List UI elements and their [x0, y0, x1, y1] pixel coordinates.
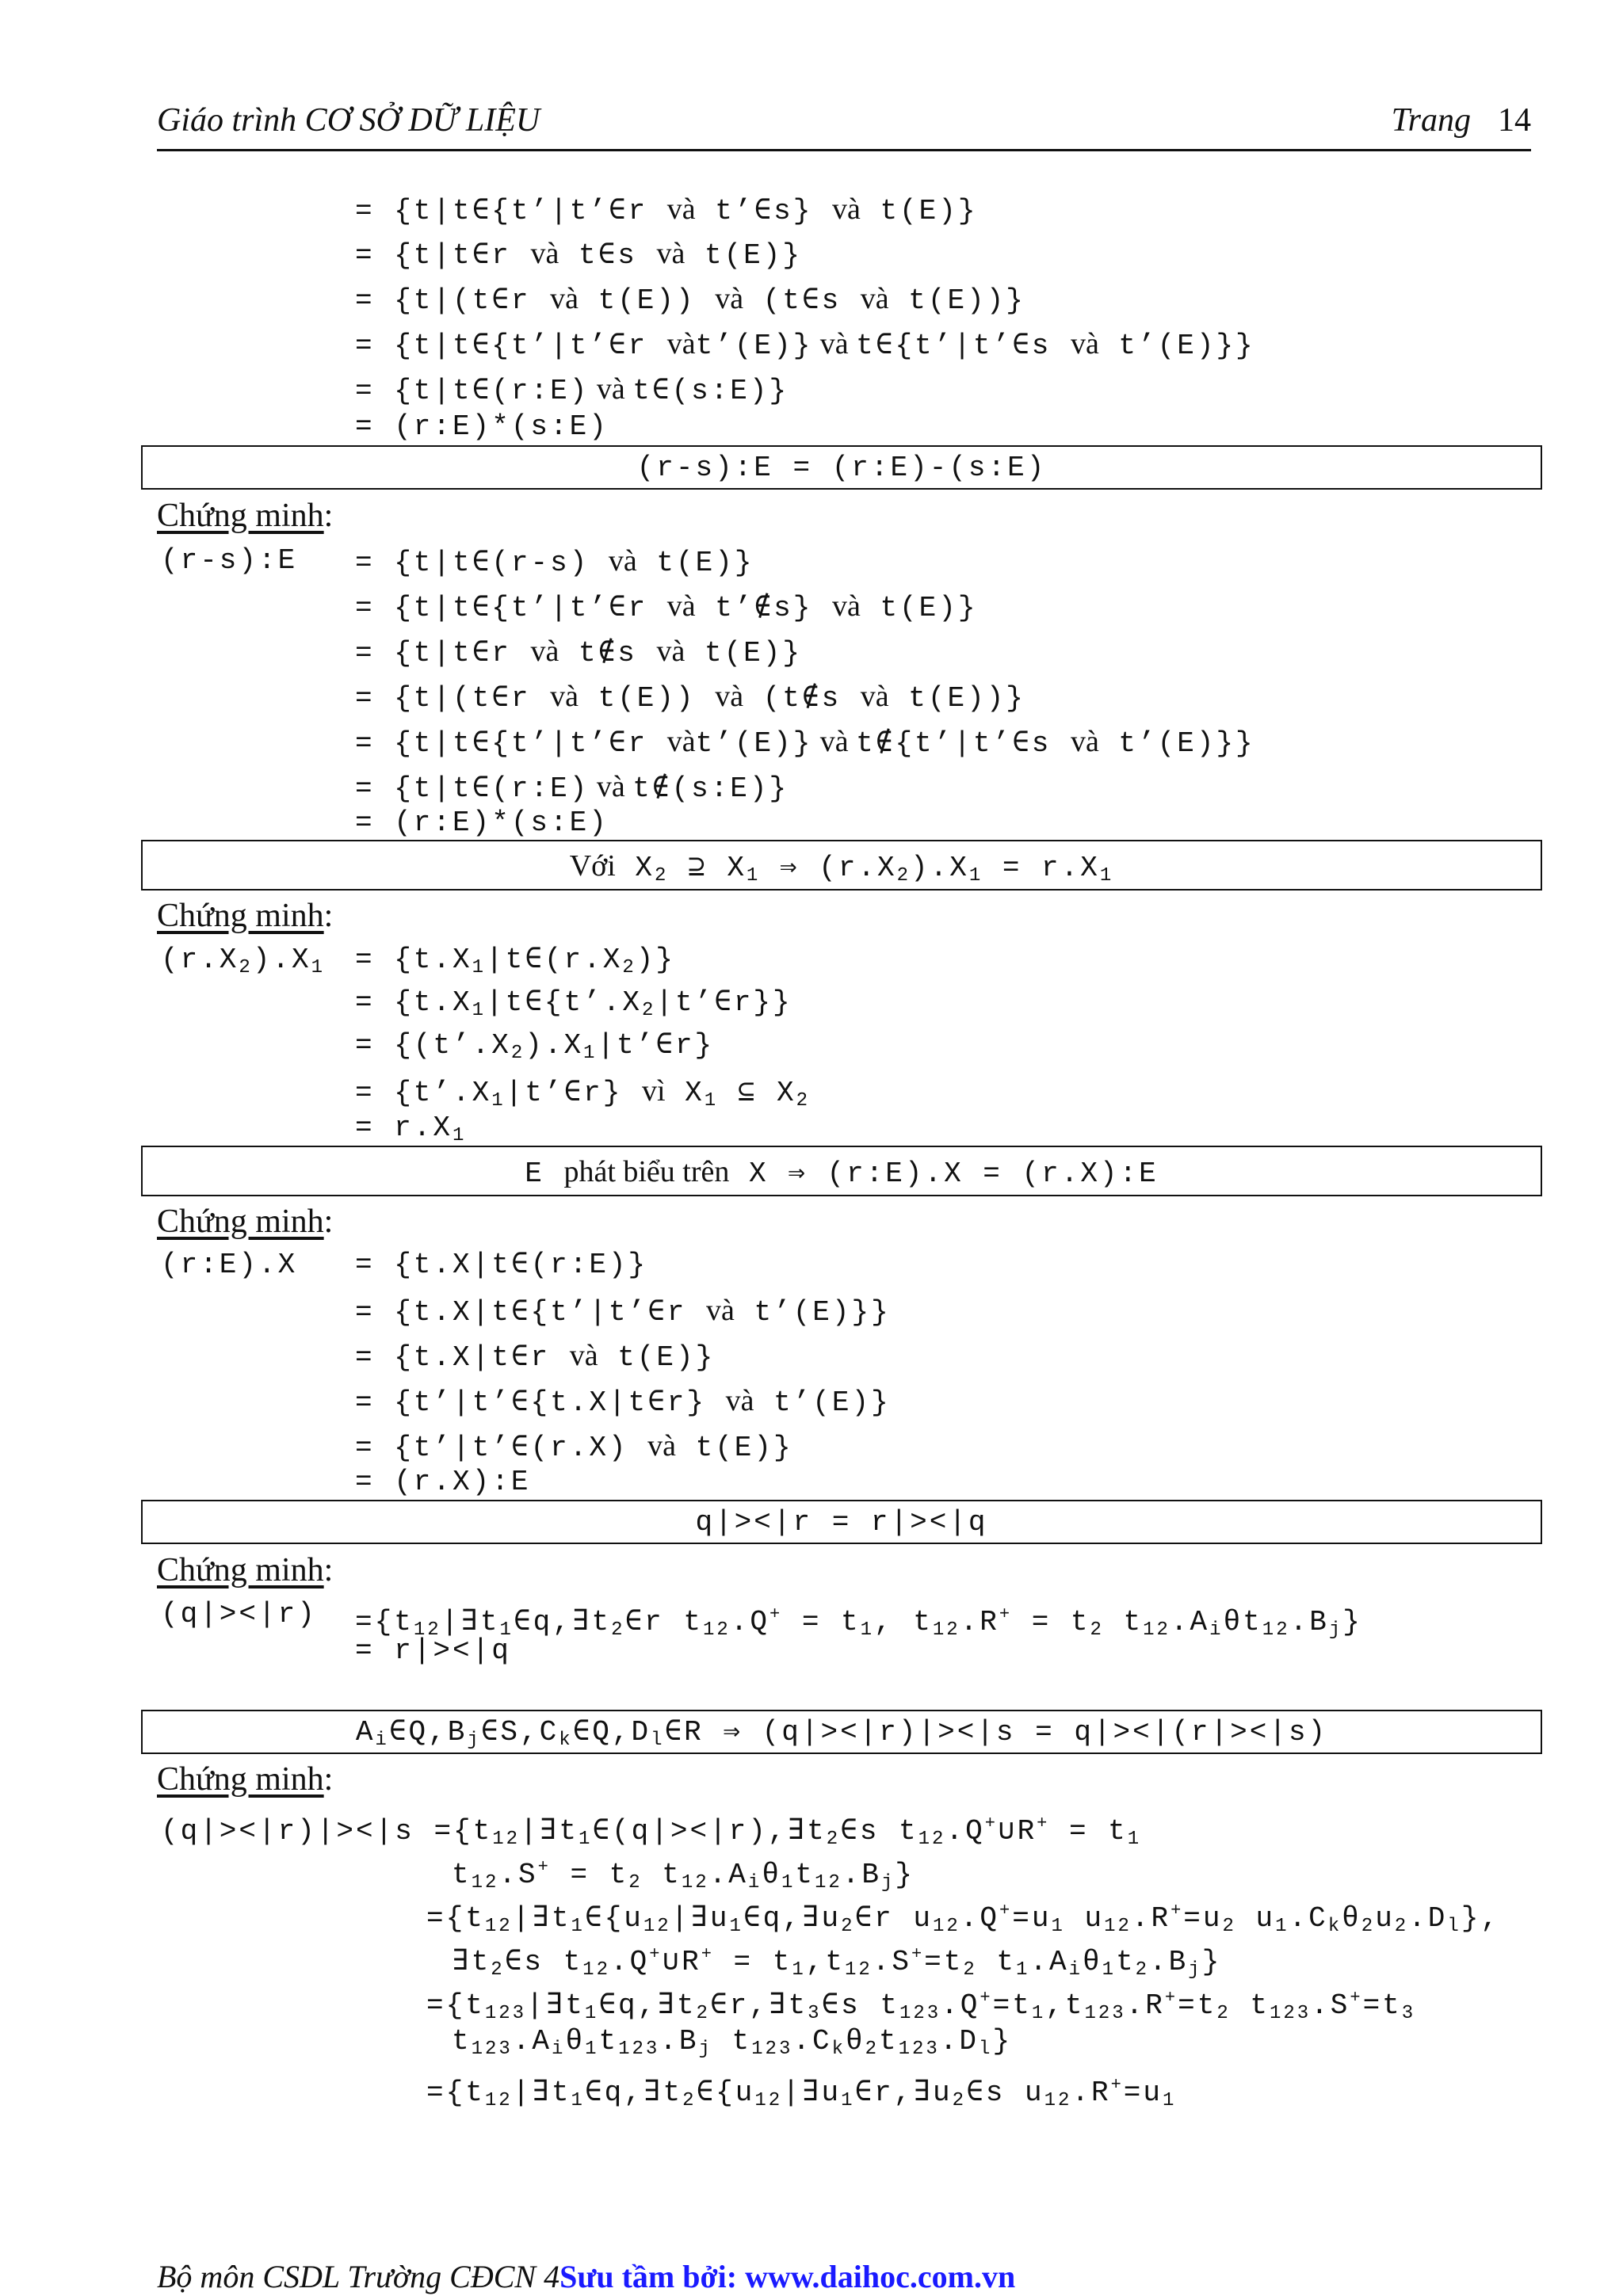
proof-label: Chứng minh:: [157, 498, 334, 534]
eq-line: = {t|t∈(r-s) và t(E)}: [355, 544, 754, 579]
eq-line: = (r:E)*(s:E): [355, 410, 609, 443]
footer-credit-label: Sưu tầm bởi:: [559, 2259, 738, 2294]
eq-line: $=\{t_{12}|\exists t_1\in q,\exists t_2\in\{u_{12}|\exists u_1\in r,\exists u_2\in s$ $u_{12}.R^+=u_1$: [426, 2075, 1177, 2111]
eq-line: = {t’|t’∈{t.X|t∈r} và t’(E)}: [355, 1384, 891, 1419]
eq-line: $t_{12}.S^+ = t_2$ $t_{12}.A_i\theta_1t_{12}.B_j$}: [452, 1857, 915, 1894]
eq-line: = r|><|q: [355, 1634, 511, 1667]
theorem-box: $A_i\in Q,B_j\in S,C_k\in Q,D_l\in R$ ⇒ (q|><|r)|><|s = q|><|(r|><|s): [141, 1710, 1542, 1754]
theorem-box: E phát biểu trên X ⇒ (r:E).X = (r.X):E: [141, 1146, 1542, 1196]
eq-line: = {t|t∈{t’|t’∈r và t’∉s} và t(E)}: [355, 589, 978, 624]
proof-label: Chứng minh:: [157, 1552, 334, 1589]
header-page: [1392, 101, 1531, 139]
eq-line: = $r.X_1$: [355, 1112, 467, 1146]
eq-line: $=\{t_{12}|\exists t_1\in\{u_{12}|\exists u_1\in q,\exists u_2\in r$ $u_{12}.Q^+=u_1$ $u_{12}.R^+=u_2$ $u_1.C_k\theta_2u_2.D_l$},: [426, 1901, 1501, 1937]
proof-label: Chứng minh:: [157, 1761, 334, 1798]
eq-line: = {t|(t∈r và t(E)) và (t∈s và t(E))}: [355, 282, 1025, 317]
eq-line: = {t|(t∈r và t(E)) và (t∉s và t(E))}: [355, 680, 1025, 715]
header-title: Giáo trình CƠ SỞ DỮ LIỆU: [157, 102, 540, 139]
footer-dept: Bộ môn CSDL Trường CĐCN 4: [157, 2259, 560, 2294]
eq-line: $=\{t_{12}|\exists t_1\in q,\exists t_2\in r$ $t_{12}.Q^+ = t_1$, $t_{12}.R^+ = t_2$ $t_{12}.A_i\theta t_{12}.B_j$}: [355, 1604, 1362, 1641]
proof-label: Chứng minh:: [157, 898, 334, 934]
eq-line: $=\{t_{123}|\exists t_1\in q,\exists t_2\in r,\exists t_3\in s$ $t_{123}.Q^+=t_1,t_{123}.R^+=t_2$ $t_{123}.S^+=t_3$: [426, 1988, 1416, 2024]
eq-lhs: (q|><|r): [161, 1598, 317, 1630]
theorem-box: q|><|r = r|><|q: [141, 1500, 1542, 1544]
eq-line: $(q|><|r)|><|s =\{t_{12}|\exists t_1\in(q|><|r),\exists t_2\in s$ $t_{12}.Q^+\cup R^+ = t_1$: [161, 1814, 1142, 1850]
eq-line: = {t|t∈{t’|t’∈r vàt’(E)} và t∉{t’|t’∈s và t’(E)}}: [355, 725, 1255, 760]
eq-line: = {t|t∈{t’|t’∈r vàt’(E)} và t∈{t’|t’∈s và t’(E)}}: [355, 327, 1255, 362]
page-word: Trang: [1391, 102, 1471, 139]
eq-line: = $\{(t’.X_2).X_1|t’\in r\}$: [355, 1029, 715, 1064]
eq-line: = $\{t.X_1|t\in\{t’.X_2|t’\in r\}\}$: [355, 986, 792, 1021]
eq-line: = {t.X|t∈{t’|t’∈r và t’(E)}}: [355, 1294, 891, 1329]
page-number: 14: [1498, 102, 1531, 139]
eq-line: = {t|t∈r và t∉s và t(E)}: [355, 635, 802, 669]
page-footer: [157, 2258, 1015, 2295]
eq-line: $t_{123}.A_i\theta_1t_{123}.B_j$ $t_{123}.C_k\theta_2t_{123}.D_l$}: [452, 2025, 1013, 2060]
theorem-box: (r-s):E = (r:E)-(s:E): [141, 445, 1542, 490]
eq-lhs: $(r.X_2).X_1$: [161, 944, 326, 978]
eq-line: = {t|t∈{t’|t’∈r và t’∈s} và t(E)}: [355, 193, 978, 227]
eq-line: = {t.X|t∈r và t(E)}: [355, 1339, 716, 1374]
eq-line: = (r.X):E: [355, 1466, 531, 1498]
eq-line: = {t|t∈(r:E) và t∉(s:E)}: [355, 770, 789, 805]
footer-credit-link[interactable]: www.daihoc.com.vn: [745, 2259, 1016, 2294]
eq-line: = {t’|t’∈(r.X) và t(E)}: [355, 1429, 793, 1464]
proof-label: Chứng minh:: [157, 1203, 334, 1240]
eq-line: = $\{t’.X_1|t’\in r\}$ vì $X_1$ ⊆ $X_2$: [355, 1074, 811, 1112]
eq-line: = {t|t∈r và t∈s và t(E)}: [355, 237, 802, 272]
eq-line: = (r:E)*(s:E): [355, 807, 609, 839]
eq-lhs: (r-s):E: [161, 544, 298, 577]
eq-line: $\exists t_2\in s$ $t_{12}.Q^+\cup R^+ = t_1,t_{12}.S^+=t_2$ $t_1.A_i\theta_1t_2.B_j$}: [452, 1944, 1222, 1981]
eq-lhs: (r:E).X: [161, 1249, 298, 1281]
eq-line: = $\{t.X_1|t\in(r.X_2)\}$: [355, 944, 675, 978]
eq-line: = {t.X|t∈(r:E)}: [355, 1249, 648, 1281]
theorem-box: Với $X_2$ ⊇ $X_1$ ⇒ $(r.X_2).X_1 = r.X_1$: [141, 840, 1542, 891]
eq-line: = {t|t∈(r:E) và t∈(s:E)}: [355, 372, 789, 407]
page-header: [157, 101, 1531, 151]
